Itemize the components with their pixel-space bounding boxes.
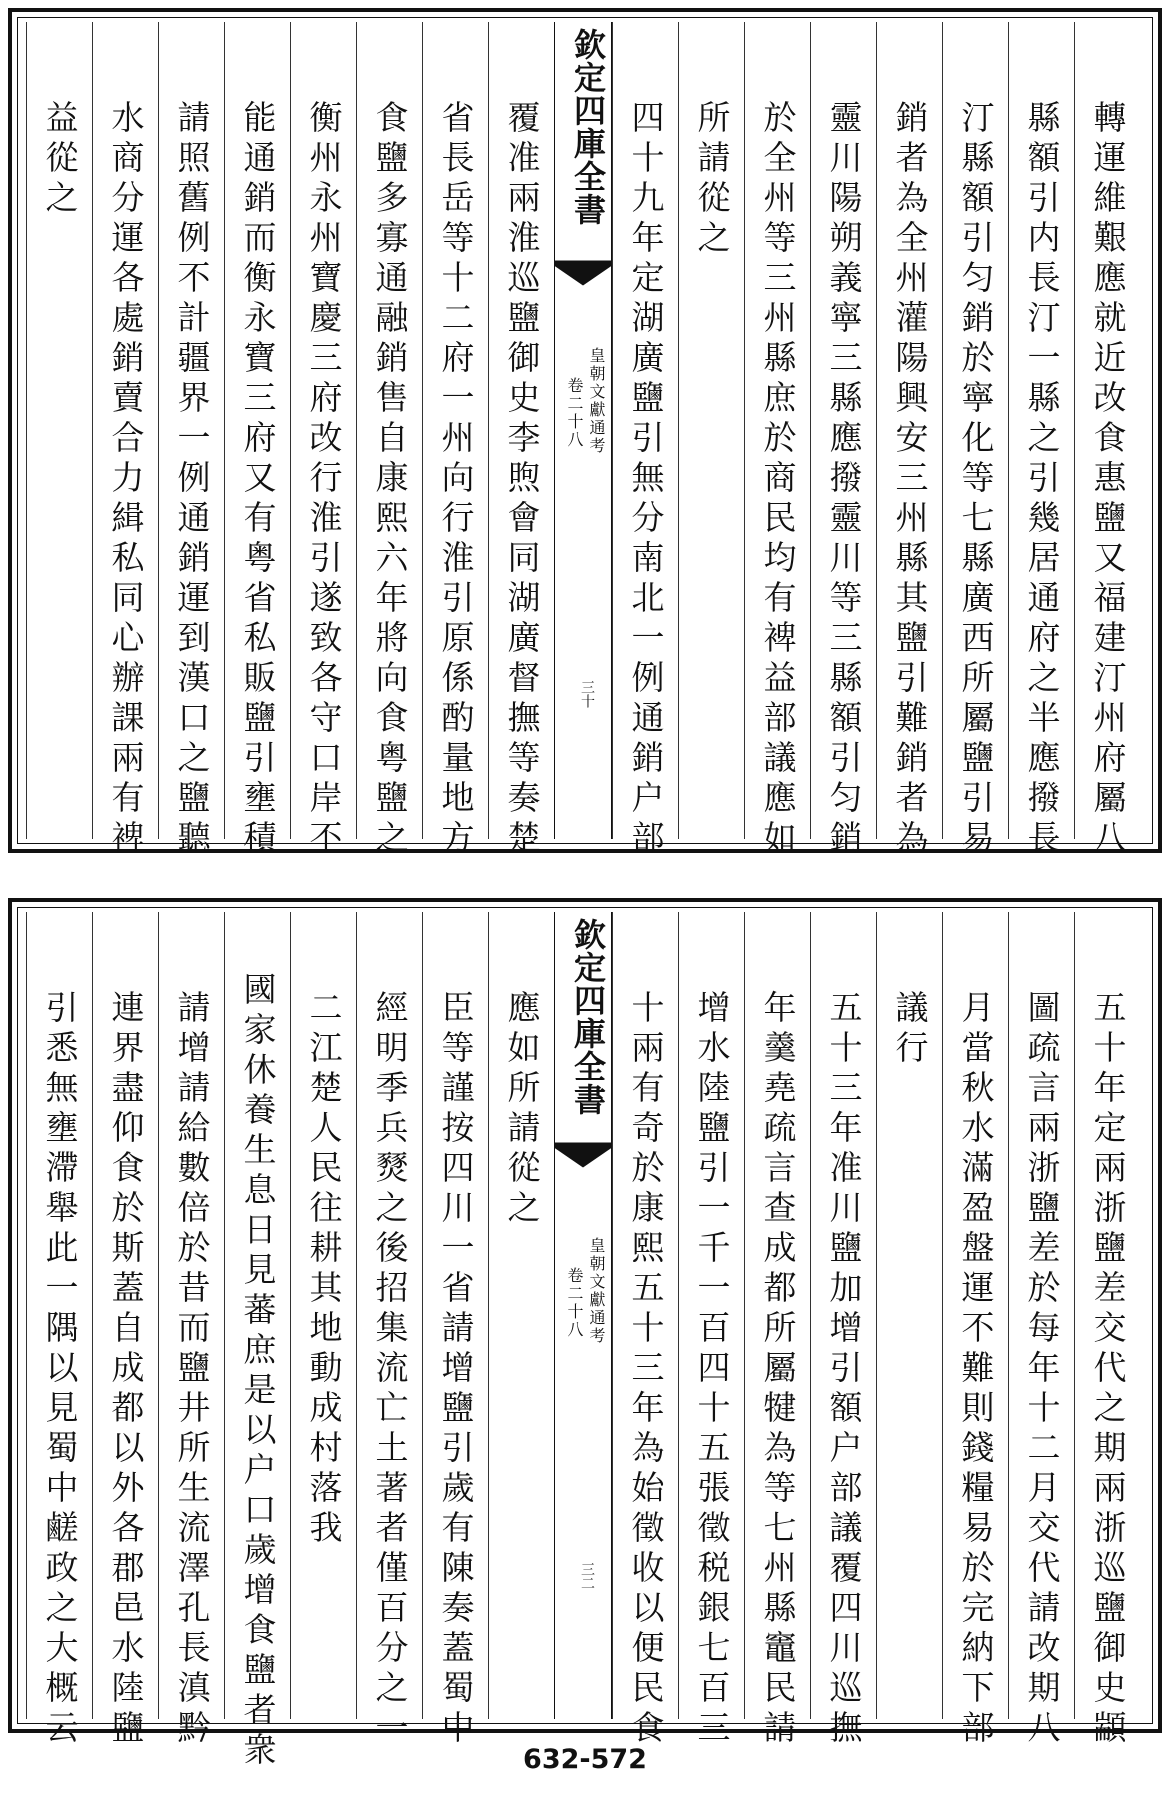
text-column	[290, 912, 356, 1719]
text-column	[744, 912, 810, 1750]
column-text: 引悉無壅滯舉此一隅以見蜀中鹺政之大概云	[40, 990, 80, 1750]
column-text: 五十三年准川鹽加增引額户部議覆四川巡撫	[824, 990, 864, 1750]
text-column	[92, 22, 158, 860]
column-text: 請照舊例不計疆界一例通銷運到漢口之鹽聽	[172, 100, 212, 860]
text-column	[810, 22, 876, 860]
text-column	[356, 22, 422, 860]
column-text: 應如所請從之	[502, 990, 542, 1230]
spine-subtitle: 皇朝文獻通考	[587, 1237, 606, 1345]
text-column	[290, 22, 356, 860]
column-text: 五十年定兩浙鹽差交代之期兩浙巡鹽御史顓	[1088, 990, 1128, 1750]
text-column	[744, 22, 810, 860]
column-text: 四十九年定湖廣鹽引無分南北一例通銷户部	[626, 100, 666, 860]
spine-title: 欽定四庫全書	[569, 28, 607, 226]
text-column	[488, 912, 554, 1719]
fishtail-mark-icon	[555, 1142, 611, 1168]
text-column	[1008, 912, 1074, 1750]
column-text: 臣等謹按四川一省請增鹽引歲有陳奏蓋蜀中	[436, 990, 476, 1750]
text-column	[26, 22, 92, 839]
book-spine	[554, 912, 612, 1719]
text-column	[224, 22, 290, 860]
spine-volume: 卷二十八	[565, 377, 584, 449]
text-column	[488, 22, 554, 860]
column-text: 月當秋水滿盈盤運不難則錢糧易於完納下部	[956, 990, 996, 1750]
column-text: 連界盡仰食於斯蓋自成都以外各郡邑水陸鹽	[106, 990, 146, 1750]
spine-volume: 卷二十八	[565, 1267, 584, 1339]
column-text: 益從之	[40, 100, 80, 220]
column-text: 國家休養生息日見蕃庶是以户口歲增食鹽者衆	[238, 972, 278, 1772]
column-text: 衡州永州寶慶三府改行淮引遂致各守口岸不	[304, 100, 344, 860]
text-column	[942, 22, 1008, 860]
text-column	[224, 912, 290, 1772]
column-text: 十兩有奇於康熙五十三年為始徵收以便民食	[626, 990, 666, 1750]
column-text: 於全州等三州縣庶於商民均有裨益部議應如	[758, 100, 798, 860]
column-text: 銷者為全州灌陽興安三州縣其鹽引難銷者為	[890, 100, 930, 860]
column-text: 議行	[890, 990, 930, 1070]
top-page-block	[8, 8, 1162, 860]
text-column	[1008, 22, 1074, 860]
text-column	[876, 912, 942, 1719]
text-column	[810, 912, 876, 1750]
text-column	[92, 912, 158, 1750]
column-text: 經明季兵燹之後招集流亡土著者僅百分之一	[370, 990, 410, 1750]
spine-page-number: 三二	[579, 1562, 595, 1590]
text-column	[356, 912, 422, 1750]
text-column	[678, 22, 744, 839]
text-column	[612, 22, 678, 860]
text-column	[26, 912, 92, 1750]
text-column	[942, 912, 1008, 1750]
column-text: 覆准兩淮巡鹽御史李煦會同湖廣督撫等奏楚	[502, 100, 542, 860]
book-spine	[554, 22, 612, 839]
column-text: 水商分運各處銷賣合力緝私同心辦課兩有裨	[106, 100, 146, 860]
text-column	[1074, 912, 1140, 1750]
text-column	[678, 912, 744, 1750]
text-column	[422, 912, 488, 1750]
spine-subtitle: 皇朝文獻通考	[587, 347, 606, 455]
column-text: 靈川陽朔義寧三縣應撥靈川等三縣額引匀銷	[824, 100, 864, 860]
text-column	[158, 22, 224, 860]
spine-page-number: 三十	[579, 680, 595, 708]
column-text: 增水陸鹽引一千一百四十五張徵税銀七百三	[692, 990, 732, 1750]
fishtail-mark-icon	[555, 260, 611, 286]
column-text: 所請從之	[692, 100, 732, 260]
column-text: 二江楚人民往耕其地動成村落我	[304, 990, 344, 1550]
text-column	[158, 912, 224, 1750]
text-column	[422, 22, 488, 860]
column-text: 省長岳等十二府一州向行淮引原係酌量地方	[436, 100, 476, 860]
column-text: 汀縣額引匀銷於寧化等七縣廣西所屬鹽引易	[956, 100, 996, 860]
spine-title: 欽定四庫全書	[569, 918, 607, 1116]
column-text: 縣額引内長汀一縣之引幾居通府之半應撥長	[1022, 100, 1062, 860]
column-text: 能通銷而衡永寶三府又有粤省私販鹽引壅積	[238, 100, 278, 860]
column-text: 食鹽多寡通融銷售自康熙六年將向食粤鹽之	[370, 100, 410, 860]
column-text: 圖疏言兩浙鹽差於每年十二月交代請改期八	[1022, 990, 1062, 1750]
text-column	[612, 912, 678, 1750]
column-text: 轉運維艱應就近改食惠鹽又福建汀州府屬八	[1088, 100, 1128, 860]
text-column	[1074, 22, 1140, 860]
text-column	[876, 22, 942, 860]
page-number: 632-572	[523, 1744, 647, 1775]
column-text: 請增請給數倍於昔而鹽井所生流澤孔長滇黔	[172, 990, 212, 1750]
column-text: 年羹堯疏言查成都所屬犍為等七州縣竈民請	[758, 990, 798, 1750]
